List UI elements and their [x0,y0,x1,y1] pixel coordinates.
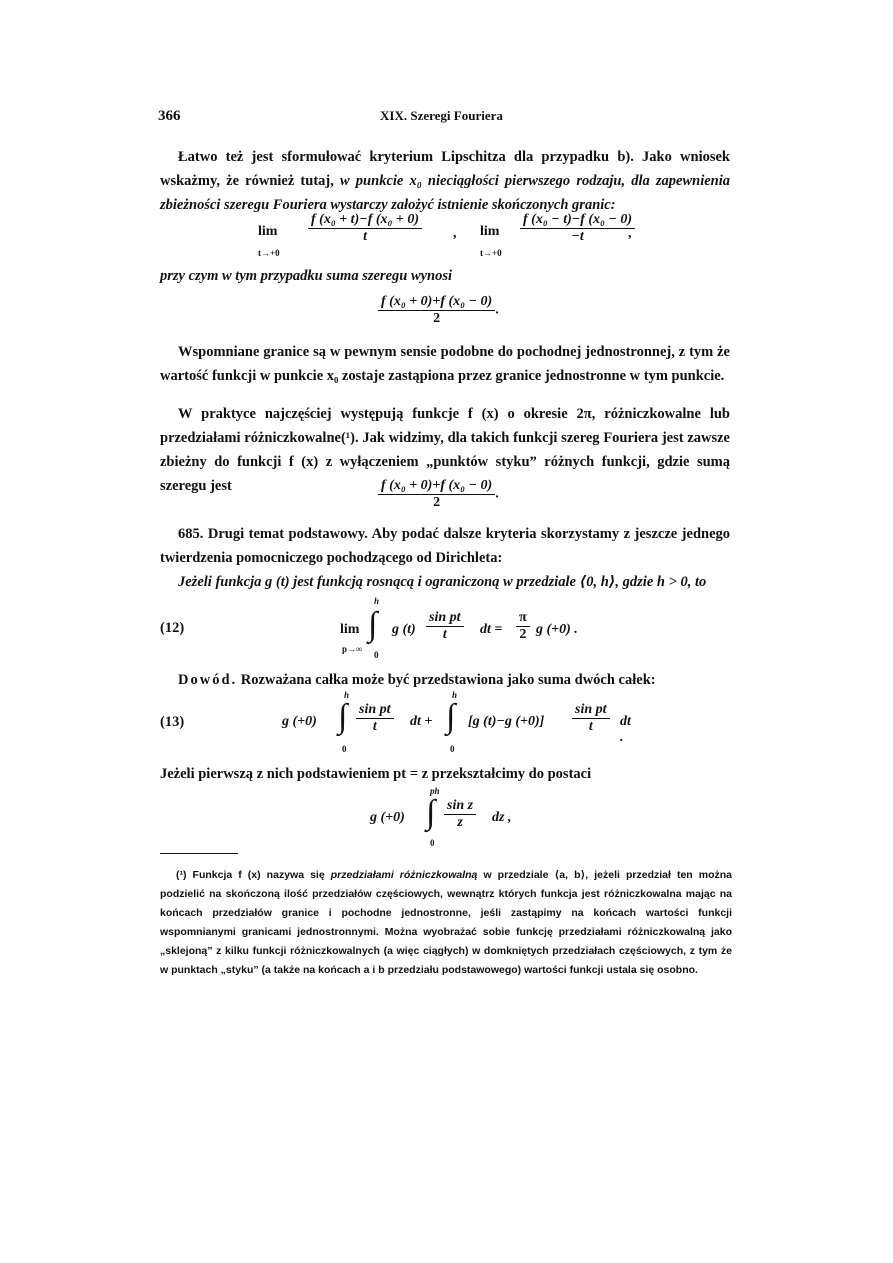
differential: dz , [492,810,512,825]
fraction-average [378,478,495,511]
fraction-average [378,294,495,327]
fraction-denominator: t [588,719,593,734]
fraction-pi [516,610,530,643]
footnote-text: w przedziale ⟨a, b⟩, jeżeli przedział ten można podzielić na skończoną ilość przedziałów częściowych, wewnątrz których funkcja jest różniczkowalna mając na końcach przedziałów granice i pochodne jednostronne, jeśli zastąpimy na końcach wartości funkcji wspomnianymi granicami jednostronnymi. Można wyobrażać sobie funkcję przedziałami różniczkowalną jako „sklejoną” z kilku funkcji różniczkowalnych (a więc ciągłych) w domkniętych przedziałach częściowych, z tym że w punktach „styku” (a także na końcach a i b przedziału podstawowego) wartości funkcji ustala się osobno. [160,869,732,976]
fraction-sin-z [444,798,476,831]
fraction-numerator: π [516,610,530,627]
bracket-term: [g (t)−g (+0)] [468,714,545,729]
section-heading: Drugi temat podstawowy. [207,526,368,542]
fraction-numerator: f (x₀ + t)−f (x₀ + 0) [308,212,422,229]
lim-subscript: t→+0 [258,248,280,258]
paragraph-text: Aby podać dalsze kryteria skorzystamy z jeszcze jednego twierdzenia pomocniczego pochodzącego od Dirichleta: [160,526,731,566]
g-plus-zero: g (+0) [370,810,405,825]
fraction-sin [572,702,610,735]
integral-upper: h [374,596,380,606]
paragraph-text: Rozważana całka może być przedstawiona jako suma dwóch całek: [237,672,656,688]
fraction-left-limit [520,212,635,245]
fraction-numerator: sin z [444,798,476,815]
integral-sign: ∫ [446,698,456,735]
paragraph-sum-intro [160,264,730,288]
paragraph-substitution [160,762,730,786]
integral-sign: ∫ [368,606,378,643]
paragraph-italic-text: w punkcie x₀ nieciągłości pierwszego rodzaju, dla zapewnienia zbieżności szeregu Fouriera wystarczy założyć istnienie skończonych granic: [160,173,731,213]
lim-subscript: p→∞ [342,644,363,654]
fraction-numerator: sin pt [356,702,394,719]
integral-upper: ph [430,786,440,796]
footnote-mark: (¹) [176,869,187,881]
paragraph-italic-text: Jeżeli funkcja g (t) jest funkcją rosnącą i ograniczoną w przedziale ⟨0, h⟩, gdzie h > 0, to [178,574,707,590]
right-hand-side: g (+0) . [536,622,578,637]
lim-symbol: lim [340,622,360,637]
paragraph-text: Łatwo też jest sformułować kryterium Lipschitza dla przypadku b). Jako wniosek wskażmy, że również tutaj, [160,149,730,189]
equation-sum: $\frac{\text{f (x₀ + 0)+f (x₀ − 0)}}{2}$ . [378,294,499,327]
footnote-italic: przedziałami różniczkowalną [330,869,478,881]
page-number: 366 [158,108,181,124]
equation-12 [340,596,620,662]
paragraph-italic-text: przy czym w tym przypadku suma szeregu wynosi [160,268,453,284]
footnote-rule [160,853,238,854]
fraction-sin [426,610,464,643]
integral-lower: 0 [342,744,347,754]
integral-upper: h [452,690,458,700]
integral-lower: 0 [430,838,435,848]
fraction-numerator: sin pt [426,610,464,627]
lim-symbol: lim [480,224,500,239]
differential: dt . [620,714,631,745]
paragraph-granice [160,340,730,388]
equation-label: (12) [160,620,185,636]
section-number: 685. [178,526,204,542]
integral-lower: 0 [374,650,379,660]
proof-lead: Dowód. [178,672,238,688]
paragraph-text: Jeżeli pierwszą z nich podstawieniem pt = z przekształcimy do postaci [160,766,592,782]
equation-z [370,786,540,850]
fraction-numerator: f (x₀ + 0)+f (x₀ − 0) [378,294,495,311]
running-header: XIX. Szeregi Fouriera [380,108,503,123]
equation-limits: lim t→+0 $\frac{\text{f (x₀ + t)−f (x₀ + 0)}}{t}$ , lim t→+0 $\frac{\text{f (x₀ − t)−f (x₀ − 0)}}{-t}$ , [258,212,638,258]
integral-upper: h [344,690,350,700]
paragraph-proof [160,668,730,692]
differential: dt = [480,622,503,637]
fraction-numerator: f (x₀ + 0)+f (x₀ − 0) [378,478,495,495]
integral-lower: 0 [450,744,455,754]
fraction-denominator: t [442,627,447,642]
fraction-sin [356,702,394,735]
fraction-denominator: −t [571,229,584,244]
footnote [160,866,732,980]
fraction-denominator: t [372,719,377,734]
fraction-denominator: t [363,229,367,244]
equation-13 [282,690,631,756]
fraction-numerator: f (x₀ − t)−f (x₀ − 0) [520,212,635,229]
lim-symbol: lim [258,224,278,239]
section-685 [160,522,730,570]
integral-sign: ∫ [338,698,348,735]
integral-sign: ∫ [426,794,436,831]
lim-subscript: t→+0 [480,248,502,258]
differential: dt + [410,714,433,729]
fraction-denominator: 2 [433,495,441,510]
g-plus-zero: g (+0) [282,714,317,729]
paragraph-text: Wspomniane granice są w pewnym sensie podobne do pochodnej jednostronnej, z tym że wartość funkcji w punkcie x₀ zostaje zastąpiona przez granice jednostronne w tym punkcie. [160,344,730,384]
fraction-denominator: z [457,815,463,830]
equation-sum: $\frac{\text{f (x₀ + 0)+f (x₀ − 0)}}{2}$ . [378,478,499,511]
integrand-g: g (t) [392,622,416,637]
fraction-numerator: sin pt [572,702,610,719]
fraction-denominator: 2 [519,627,527,642]
paragraph-lipschitz [160,145,730,217]
footnote-text: Funkcja f (x) nazywa się [186,869,331,881]
fraction-right-limit [308,212,422,245]
fraction-denominator: 2 [433,311,441,326]
paragraph-lemma [160,570,730,594]
equation-label: (13) [160,714,185,730]
paragraph-text: W praktyce najczęściej występują funkcje f (x) o okresie 2π, różniczkowalne lub przedziałami różniczkowalne(¹). Jak widzimy, dla takich funkcji szereg Fouriera jest zawsze zbieżny do funkcji f (x) z wyłączeniem „punktów styku” różnych funkcji, gdzie sumą szeregu jest [160,406,730,494]
